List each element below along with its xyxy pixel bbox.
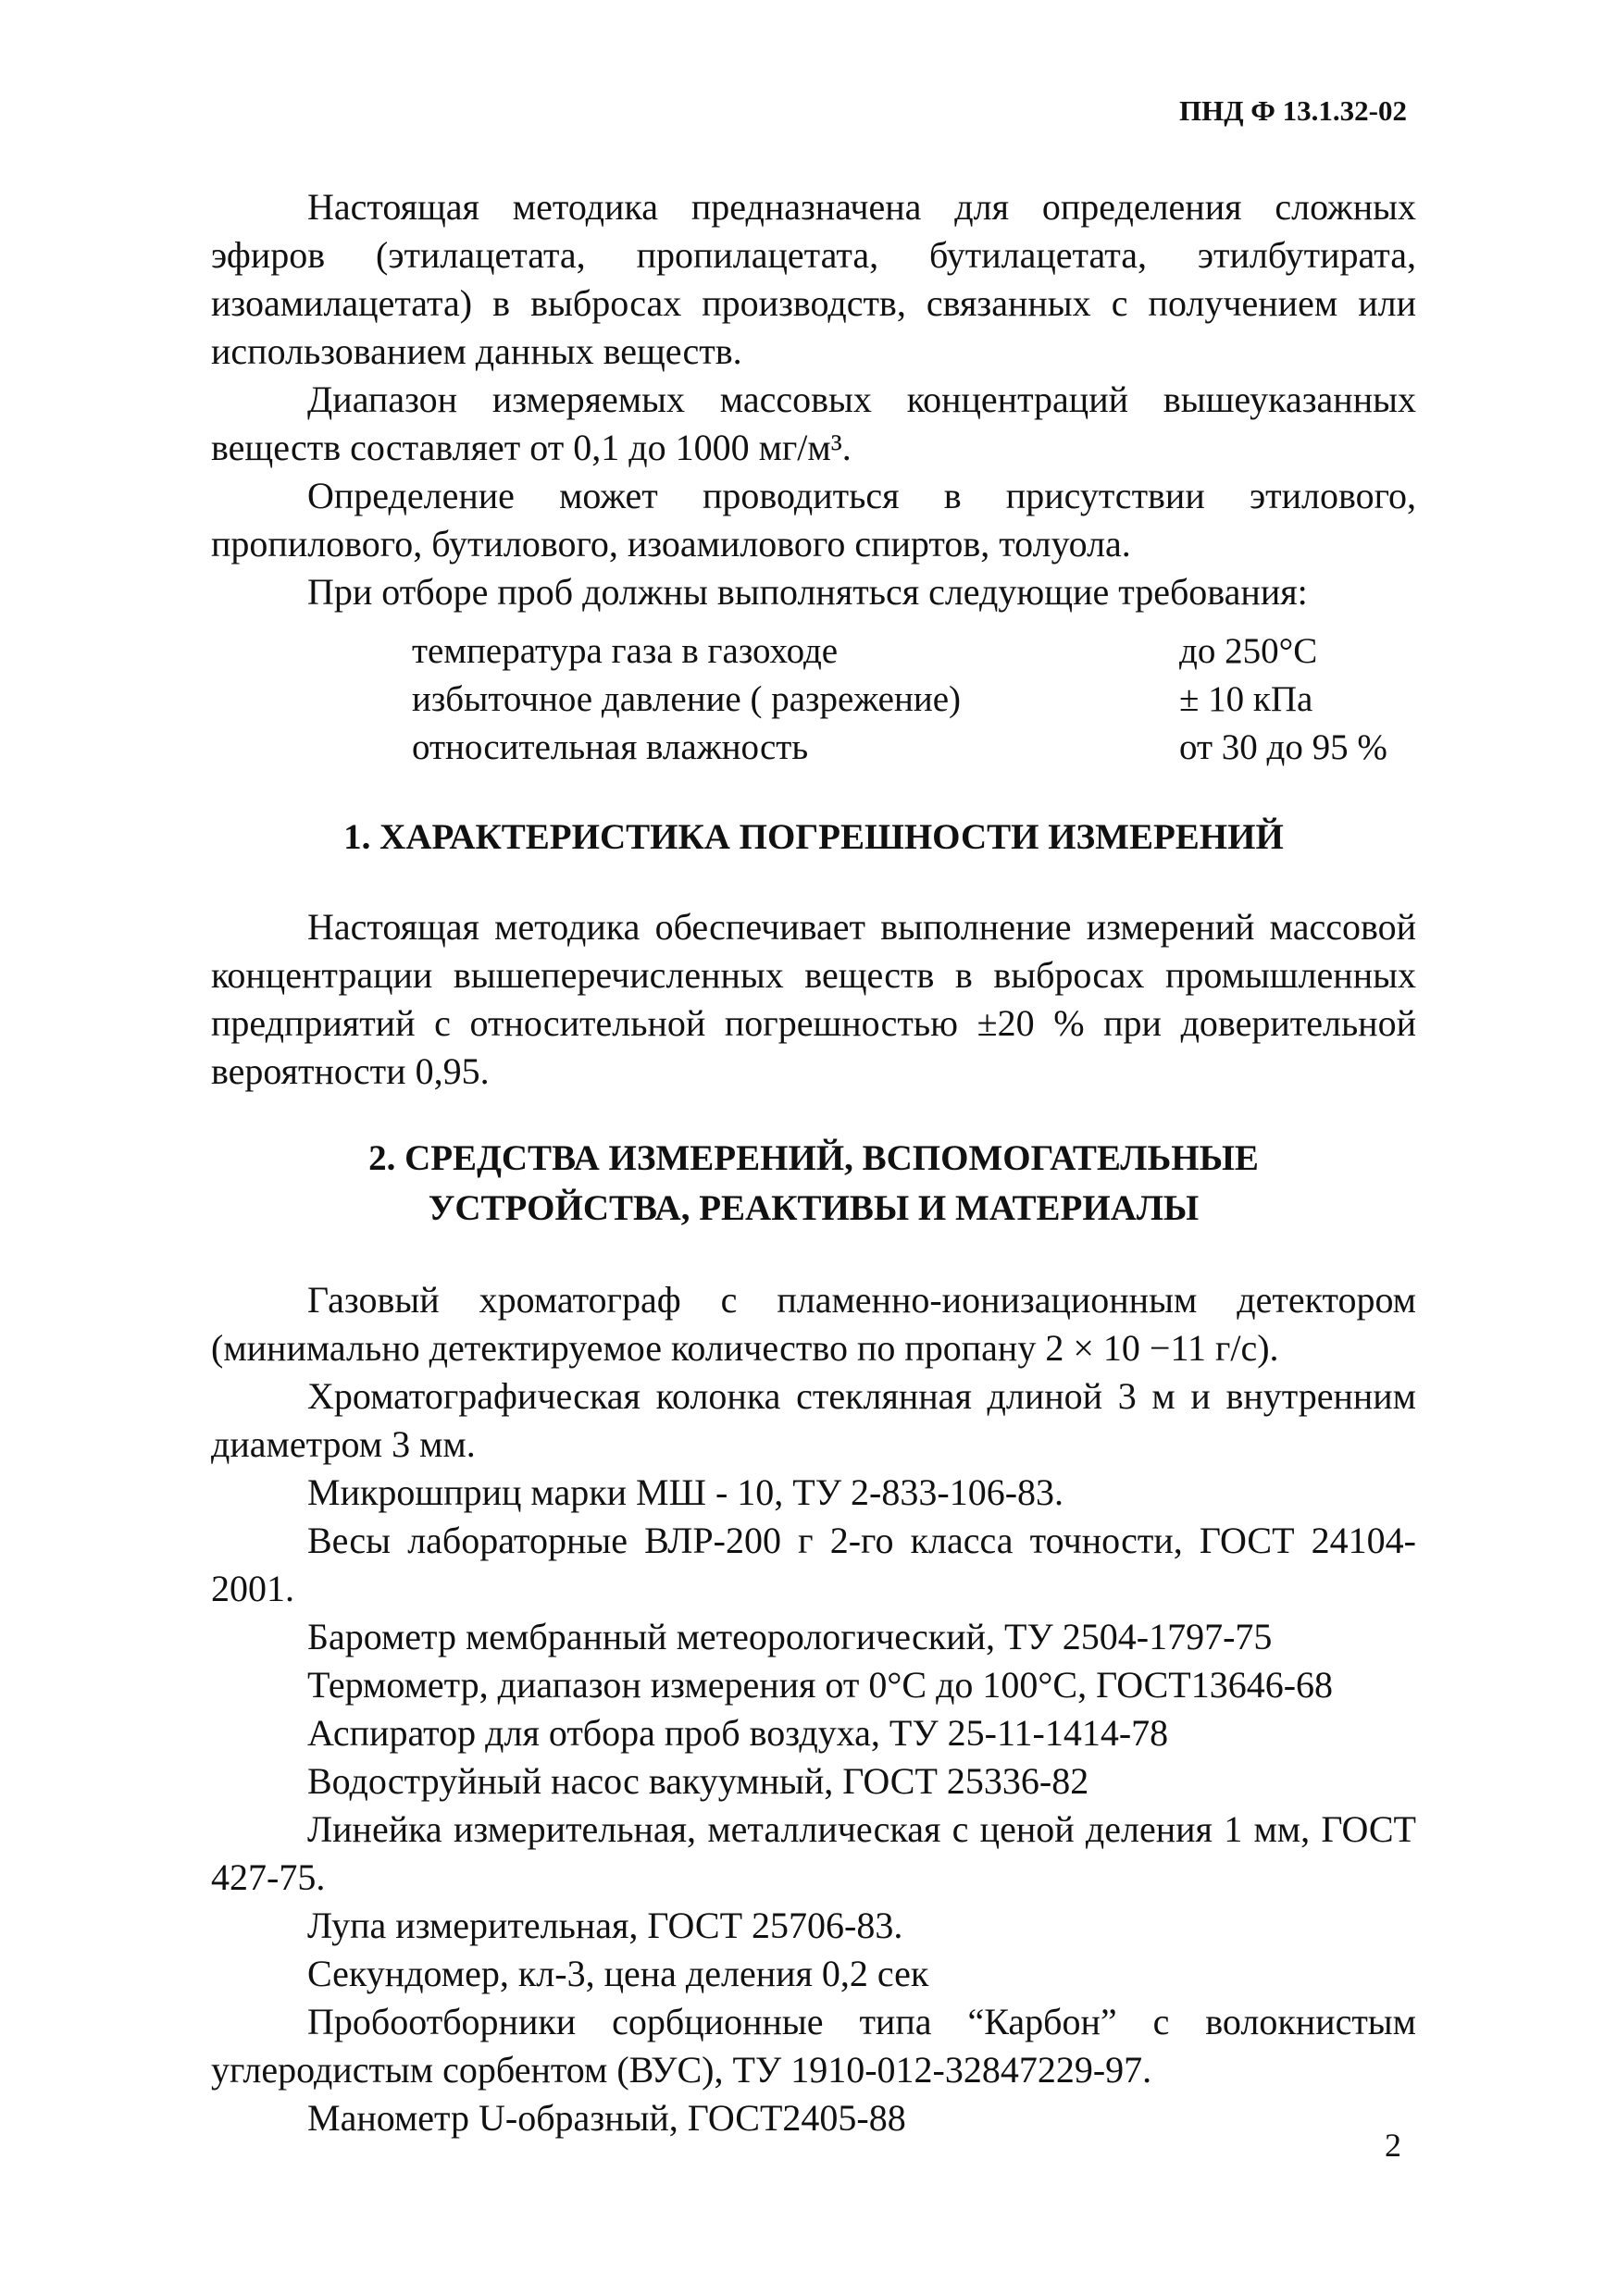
equipment-item: Аспиратор для отбора проб воздуха, ТУ 25-11-1414-78 bbox=[307, 1712, 1169, 1754]
intro-block bbox=[211, 183, 1416, 616]
equipment-item: Секундомер, кл-3, цена деления 0,2 сек bbox=[307, 1953, 929, 1994]
intro-paragraph: Диапазон измеряемых массовых концентраций вышеуказанных веществ составляет от 0,1 до 1000 мг/м³. bbox=[211, 379, 1416, 468]
document-code: ПНД Ф 13.1.32-02 bbox=[1178, 94, 1407, 127]
requirement-param: относительная влажность bbox=[412, 727, 809, 767]
equipment-item: Термометр, диапазон измерения от 0°С до 100°С, ГОСТ13646-68 bbox=[307, 1664, 1334, 1706]
intro-paragraph: При отборе проб должны выполняться следующие требования: bbox=[307, 571, 1308, 613]
requirement-value: ± 10 кПа bbox=[1179, 679, 1313, 719]
section-2 bbox=[211, 1134, 1416, 2142]
requirement-value: до 250°С bbox=[1179, 631, 1318, 671]
equipment-item: Газовый хроматограф с пламенно-ионизационным детектором (минимально детектируемое количество по пропану 2 × 10 −11 г/с). bbox=[211, 1279, 1416, 1369]
requirements-table bbox=[412, 627, 1407, 772]
section-2-title-line2: УСТРОЙСТВА, РЕАКТИВЫ И МАТЕРИАЛЫ bbox=[428, 1188, 1200, 1228]
equipment-item: Лупа измерительная, ГОСТ 25706-83. bbox=[307, 1905, 903, 1946]
page-number: 2 bbox=[1385, 2127, 1401, 2164]
equipment-item: Водоструйный насос вакуумный, ГОСТ 25336-82 bbox=[307, 1760, 1089, 1802]
equipment-item: Линейка измерительная, металлическая с ценой деления 1 мм, ГОСТ 427-75. bbox=[211, 1808, 1416, 1898]
equipment-item: Весы лабораторные ВЛР-200 г 2-го класса точности, ГОСТ 24104-2001. bbox=[211, 1520, 1416, 1609]
equipment-item: Микрошприц марки МШ - 10, ТУ 2-833-106-83. bbox=[307, 1471, 1064, 1513]
section-1-title: 1. ХАРАКТЕРИСТИКА ПОГРЕШНОСТИ ИЗМЕРЕНИЙ bbox=[343, 817, 1284, 857]
equipment-item: Пробоотборники сорбционные типа “Карбон” с волокнистым углеродистым сорбентом (ВУС), ТУ 1910-012-32847229-97. bbox=[211, 2001, 1416, 2091]
intro-paragraph: Определение может проводиться в присутствии этилового, пропилового, бутилового, изоамилового спиртов, толуола. bbox=[211, 475, 1416, 565]
equipment-item: Барометр мембранный метеорологический, ТУ 2504-1797-75 bbox=[307, 1616, 1273, 1657]
requirement-row bbox=[412, 627, 1407, 676]
requirement-value: от 30 до 95 % bbox=[1179, 727, 1387, 767]
section-2-title-line1: 2. СРЕДСТВА ИЗМЕРЕНИЙ, ВСПОМОГАТЕЛЬНЫЕ bbox=[368, 1138, 1259, 1178]
requirement-row bbox=[412, 676, 1407, 724]
equipment-list bbox=[211, 1276, 1416, 2142]
section-1-text: Настоящая методика обеспечивает выполнение измерений массовой концентрации вышеперечисленных веществ в выбросах промышленных предприятий с относительной погрешностью ±20 % при доверительной вероятности 0,95. bbox=[211, 906, 1416, 1092]
requirement-row bbox=[412, 724, 1407, 772]
section-1 bbox=[211, 813, 1416, 1096]
equipment-item: Хроматографическая колонка стеклянная длиной 3 м и внутренним диаметром 3 мм. bbox=[211, 1375, 1416, 1465]
intro-paragraph: Настоящая методика предназначена для определения сложных эфиров (этилацетата, пропилацетата, бутилацетата, этилбутирата, изоамилацетата) в выбросах производств, связанных с получением или использованием данных веществ. bbox=[211, 186, 1416, 372]
requirement-param: температура газа в газоходе bbox=[412, 631, 839, 671]
equipment-item: Манометр U-образный, ГОСТ2405-88 bbox=[307, 2097, 906, 2139]
requirement-param: избыточное давление ( разрежение) bbox=[412, 679, 962, 719]
